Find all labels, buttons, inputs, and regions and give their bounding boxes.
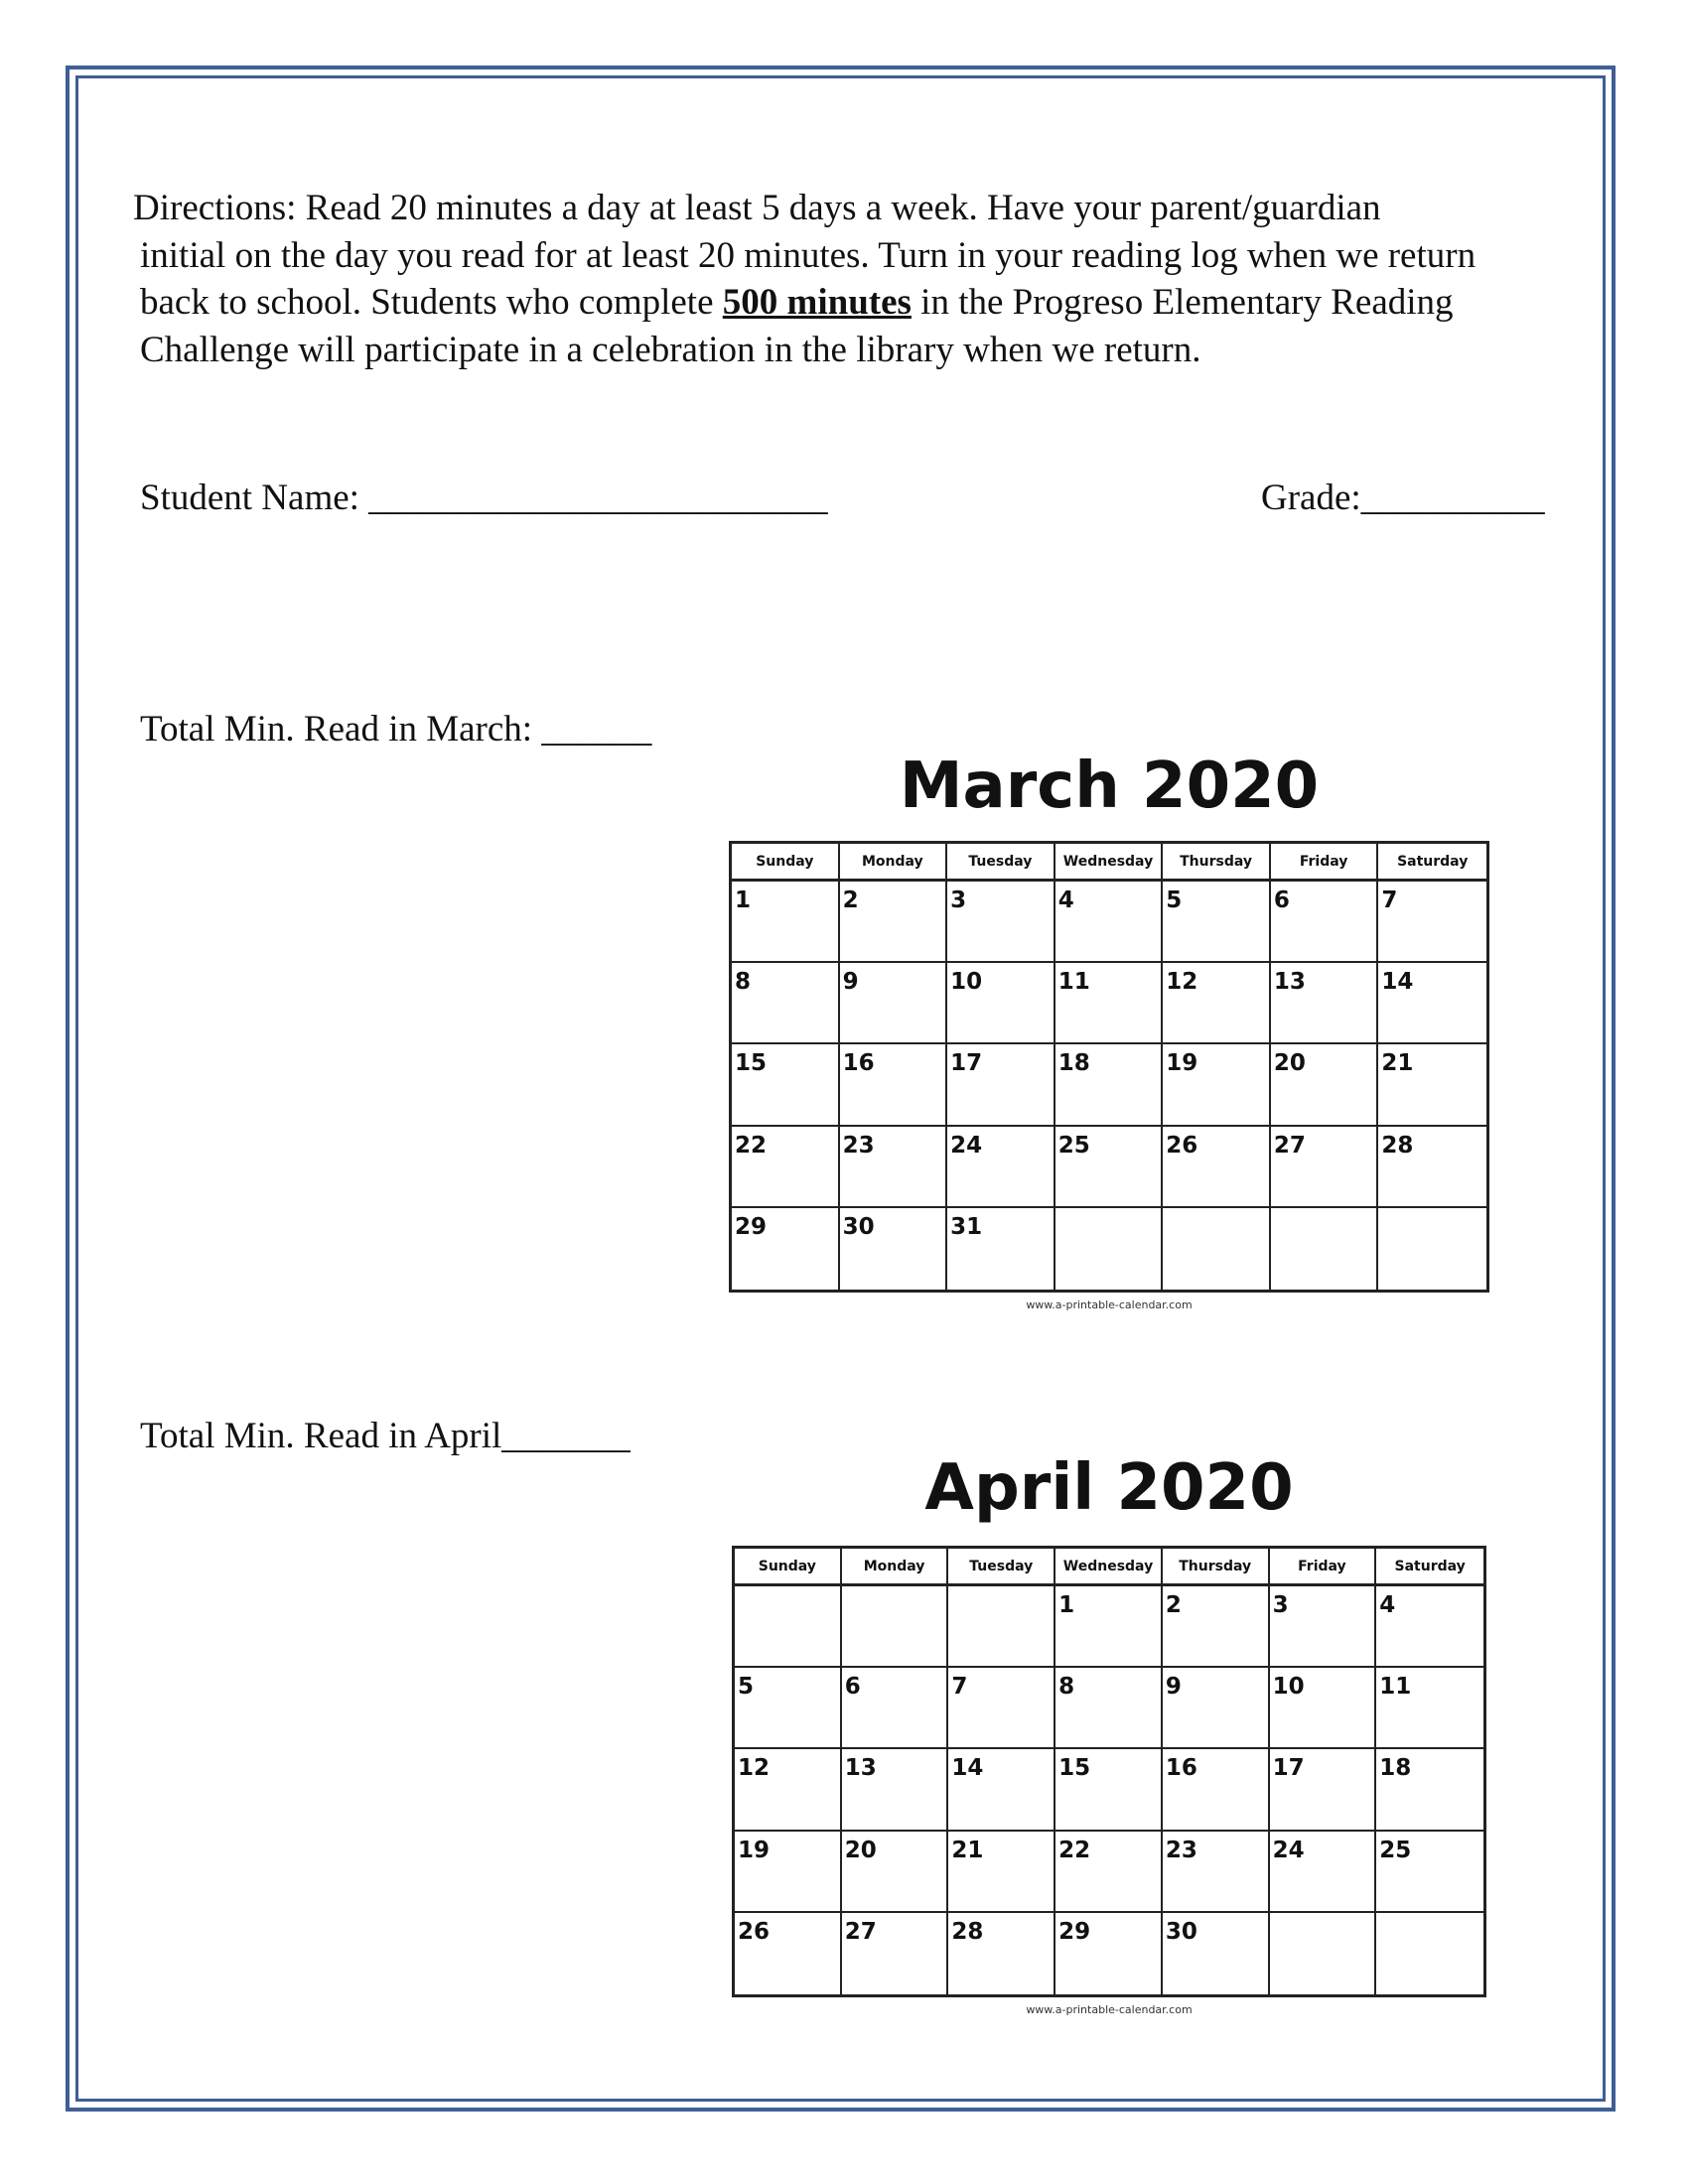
weekday-header: Saturday — [1378, 844, 1486, 882]
day-cell[interactable]: 17 — [947, 1044, 1055, 1126]
day-cell[interactable]: 29 — [732, 1208, 840, 1290]
day-cell[interactable] — [842, 1586, 949, 1668]
day-cell[interactable]: 22 — [1055, 1832, 1163, 1913]
day-cell[interactable]: 5 — [735, 1668, 842, 1749]
day-cell[interactable]: 2 — [840, 882, 948, 963]
day-cell[interactable]: 12 — [1163, 963, 1271, 1044]
weekday-header: Saturday — [1376, 1549, 1483, 1586]
day-cell[interactable]: 14 — [948, 1749, 1055, 1831]
day-cell[interactable]: 11 — [1376, 1668, 1483, 1749]
day-cell[interactable]: 8 — [1055, 1668, 1163, 1749]
day-cell[interactable] — [1270, 1913, 1377, 1994]
day-cell[interactable]: 30 — [1163, 1913, 1270, 1994]
directions-line-3 — [133, 279, 1563, 327]
directions-paragraph — [133, 185, 1563, 373]
day-cell[interactable]: 7 — [1378, 882, 1486, 963]
directions-line-4: Challenge will participate in a celebration in the library when we return. — [140, 329, 1201, 370]
day-cell[interactable] — [1055, 1208, 1164, 1290]
weekday-header: Sunday — [735, 1549, 842, 1586]
weekday-header: Monday — [840, 844, 948, 882]
directions-line-1: Directions: Read 20 minutes a day at least 5 days a week. Have your parent/guardian — [133, 188, 1381, 228]
day-cell[interactable]: 9 — [1163, 1668, 1270, 1749]
student-name-field[interactable]: Student Name: _________________________ — [140, 478, 828, 518]
day-cell[interactable]: 18 — [1376, 1749, 1483, 1831]
grade-field[interactable]: Grade:__________ — [1261, 478, 1545, 518]
day-cell[interactable]: 6 — [1271, 882, 1379, 963]
day-cell[interactable]: 3 — [947, 882, 1055, 963]
day-cell[interactable] — [1163, 1208, 1271, 1290]
day-cell[interactable]: 26 — [1163, 1127, 1271, 1208]
weekday-header: Wednesday — [1055, 844, 1164, 882]
weekday-header: Friday — [1271, 844, 1379, 882]
day-cell[interactable]: 13 — [1271, 963, 1379, 1044]
weekday-header: Thursday — [1163, 844, 1271, 882]
day-cell[interactable]: 25 — [1376, 1832, 1483, 1913]
day-cell[interactable]: 21 — [1378, 1044, 1486, 1126]
day-cell[interactable]: 31 — [947, 1208, 1055, 1290]
day-cell[interactable]: 20 — [842, 1832, 949, 1913]
day-cell[interactable]: 4 — [1376, 1586, 1483, 1668]
day-cell[interactable]: 9 — [840, 963, 948, 1044]
weekday-header: Sunday — [732, 844, 840, 882]
day-cell[interactable] — [1271, 1208, 1379, 1290]
day-cell[interactable]: 23 — [1163, 1832, 1270, 1913]
day-cell[interactable]: 16 — [840, 1044, 948, 1126]
calendar-grid — [729, 841, 1489, 1293]
day-cell[interactable]: 12 — [735, 1749, 842, 1831]
day-cell[interactable]: 22 — [732, 1127, 840, 1208]
day-cell[interactable]: 25 — [1055, 1127, 1164, 1208]
day-cell[interactable]: 21 — [948, 1832, 1055, 1913]
day-cell[interactable]: 24 — [1270, 1832, 1377, 1913]
day-cell[interactable]: 30 — [840, 1208, 948, 1290]
day-cell[interactable]: 26 — [735, 1913, 842, 1994]
calendar-title: March 2020 — [899, 750, 1320, 823]
weekday-header: Thursday — [1163, 1549, 1270, 1586]
day-cell[interactable]: 11 — [1055, 963, 1164, 1044]
weekday-header: Friday — [1270, 1549, 1377, 1586]
day-cell[interactable] — [735, 1586, 842, 1668]
day-cell[interactable]: 2 — [1163, 1586, 1270, 1668]
day-cell[interactable]: 13 — [842, 1749, 949, 1831]
march-total-field[interactable]: Total Min. Read in March: ______ — [140, 709, 652, 750]
day-cell[interactable]: 15 — [1055, 1749, 1163, 1831]
directions-line-2: initial on the day you read for at least 20 minutes. Turn in your reading log when we return — [140, 234, 1477, 276]
minutes-goal: 500 minutes — [722, 282, 912, 323]
day-cell[interactable]: 6 — [842, 1668, 949, 1749]
calendar-source: www.a-printable-calendar.com — [1026, 2003, 1193, 2016]
directions-line-3-start: back to school. Students who complete — [140, 282, 723, 323]
calendar-grid — [732, 1546, 1486, 1997]
calendar-title: April 2020 — [924, 1451, 1294, 1525]
day-cell[interactable]: 23 — [840, 1127, 948, 1208]
day-cell[interactable]: 7 — [948, 1668, 1055, 1749]
calendar-source: www.a-printable-calendar.com — [1026, 1298, 1193, 1311]
day-cell[interactable] — [948, 1586, 1055, 1668]
day-cell[interactable]: 4 — [1055, 882, 1164, 963]
day-cell[interactable]: 14 — [1378, 963, 1486, 1044]
weekday-header: Monday — [842, 1549, 949, 1586]
weekday-header: Tuesday — [947, 844, 1055, 882]
day-cell[interactable] — [1378, 1208, 1486, 1290]
day-cell[interactable]: 19 — [735, 1832, 842, 1913]
day-cell[interactable]: 1 — [732, 882, 840, 963]
weekday-header: Tuesday — [948, 1549, 1055, 1586]
day-cell[interactable]: 24 — [947, 1127, 1055, 1208]
day-cell[interactable]: 28 — [948, 1913, 1055, 1994]
april-total-field[interactable]: Total Min. Read in April_______ — [140, 1416, 631, 1456]
day-cell[interactable]: 27 — [1271, 1127, 1379, 1208]
day-cell[interactable] — [1376, 1913, 1483, 1994]
weekday-header: Wednesday — [1055, 1549, 1163, 1586]
day-cell[interactable]: 10 — [1270, 1668, 1377, 1749]
day-cell[interactable]: 17 — [1270, 1749, 1377, 1831]
day-cell[interactable]: 5 — [1163, 882, 1271, 963]
march-calendar — [729, 750, 1489, 1325]
directions-line-3-end: in the Progreso Elementary Reading — [911, 282, 1454, 323]
day-cell[interactable]: 28 — [1378, 1127, 1486, 1208]
day-cell[interactable]: 19 — [1163, 1044, 1271, 1126]
day-cell[interactable]: 27 — [842, 1913, 949, 1994]
day-cell[interactable]: 3 — [1270, 1586, 1377, 1668]
day-cell[interactable]: 20 — [1271, 1044, 1379, 1126]
day-cell[interactable]: 8 — [732, 963, 840, 1044]
day-cell[interactable]: 29 — [1055, 1913, 1163, 1994]
day-cell[interactable]: 10 — [947, 963, 1055, 1044]
day-cell[interactable]: 18 — [1055, 1044, 1164, 1126]
day-cell[interactable]: 15 — [732, 1044, 840, 1126]
day-cell[interactable]: 16 — [1163, 1749, 1270, 1831]
april-calendar — [732, 1451, 1486, 2027]
day-cell[interactable]: 1 — [1055, 1586, 1163, 1668]
